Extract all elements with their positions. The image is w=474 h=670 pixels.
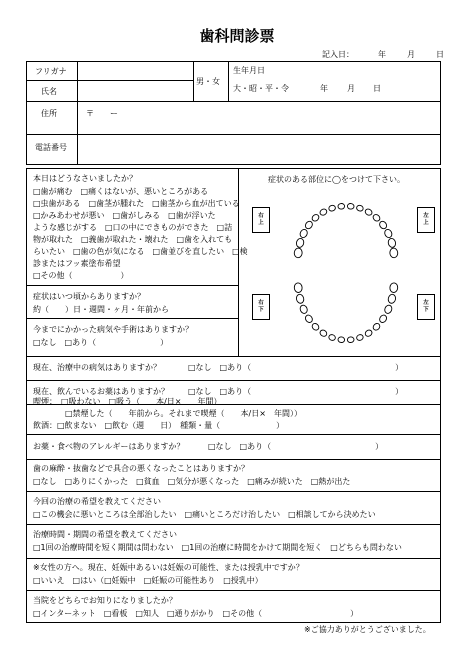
medication-question: 現在、飲んでいるお薬はありますか？	[33, 387, 169, 396]
tooth-icon[interactable]	[389, 248, 398, 258]
footer-thanks: ※ご協力ありがとうございました。	[304, 625, 431, 634]
symptoms-line[interactable]: らいたい □歯の色が気になる □歯並びを直したい □検	[33, 247, 248, 256]
tooth-icon[interactable]	[311, 213, 320, 222]
symptoms-line[interactable]: 診またはフッ素塗布希望	[33, 259, 121, 268]
quadrant-upper-left[interactable]: 左 上	[417, 207, 435, 233]
dob-month-unit: 月	[347, 84, 355, 93]
quadrant-upper-right[interactable]: 右 上	[252, 207, 270, 233]
symptoms-line[interactable]: □虫歯がある □歯茎が腫れた □歯茎から血が出ている	[33, 199, 240, 208]
treatment-wish-answer[interactable]: □この機会に悪いところは全部治したい □痛いところだけ治したい □相談してから決めたい	[33, 510, 376, 519]
quadrant-lower-left[interactable]: 左 下	[417, 294, 435, 320]
tooth-icon[interactable]	[364, 208, 373, 217]
page-title: 歯科問診票	[199, 27, 275, 45]
tooth-icon[interactable]	[372, 322, 381, 331]
tooth-icon[interactable]	[304, 314, 314, 324]
allergy-question: お薬・食べ物のアレルギーはありますか？	[33, 442, 185, 451]
past-illness-answer[interactable]: □なし □あり（ ）	[33, 338, 169, 347]
referral-answer[interactable]: □インターネット □看板 □知人 □通りがかり □その他（ ）	[33, 609, 359, 618]
tooth-icon[interactable]	[319, 329, 328, 338]
women-question: ※女性の方へ。現在、妊娠中あるいは妊娠の可能性、または授乳中ですか？	[33, 563, 304, 572]
phone-field[interactable]	[78, 136, 440, 164]
treatment-wish-question: 今回の治療の希望を教えてください	[33, 497, 161, 506]
tooth-icon[interactable]	[383, 304, 393, 314]
symptoms-line[interactable]: □歯が痛む □痛くはないが、悪いところがある	[33, 187, 209, 196]
tooth-icon[interactable]	[328, 205, 336, 212]
tooth-icon[interactable]	[294, 248, 303, 258]
allergy-answer[interactable]: □なし □あり（ ）	[208, 442, 384, 451]
tooth-icon[interactable]	[328, 334, 336, 342]
quit-smoking-line[interactable]: □禁煙した（ 年前から。それまで喫煙（ 本/日× 年間））	[33, 409, 302, 418]
chart-divider	[238, 168, 239, 356]
tooth-icon[interactable]	[299, 228, 309, 239]
tooth-icon[interactable]	[338, 203, 345, 209]
referral-question: 当院をどちらでお知りになりましたか？	[33, 596, 177, 605]
symptoms-line[interactable]: □その他（ ）	[33, 271, 129, 280]
date-day-unit: 日	[436, 50, 444, 59]
tooth-icon[interactable]	[383, 228, 393, 239]
anesthesia-question: 歯の麻酔・抜歯などで具合の悪くなったことはありますか？	[33, 464, 249, 473]
tooth-icon[interactable]	[347, 203, 354, 209]
dob-day-unit: 日	[373, 84, 381, 93]
symptoms-line[interactable]: ような感じがする □口の中にできものができた □詰	[33, 223, 233, 232]
symptoms-question: 本日はどうなさいましたか？	[33, 174, 137, 183]
furigana-label: フリガナ	[35, 67, 67, 76]
tooth-icon[interactable]	[356, 334, 364, 342]
tooth-icon[interactable]	[294, 283, 303, 293]
phone-label: 電話番号	[35, 143, 67, 152]
tooth-icon[interactable]	[387, 238, 396, 249]
tooth-icon[interactable]	[347, 337, 354, 343]
onset-answer[interactable]: 約（ ）日・週間・ヶ月・年前から	[33, 305, 169, 314]
smoking-line[interactable]: 喫煙： □吸わない □吸う（ 本/日× 年間）	[33, 397, 222, 406]
symptoms-line[interactable]: 物が取れた □義歯が取れた・壊れた □歯を入れても	[33, 235, 233, 244]
anesthesia-answer[interactable]: □なし □ありにくかった □貧血 □気分が悪くなった □痛みが続いた □熱が出た	[33, 477, 351, 486]
time-wish-answer[interactable]: □1回の治療時間を短く期間は問わない □1回の治療に時間をかけて期間を短く □どちらも問わない	[33, 543, 402, 552]
date-year-unit: 年	[378, 50, 386, 59]
dob-eras[interactable]: 大・昭・平・令	[233, 84, 289, 93]
medication-answer[interactable]: □なし □あり（ ）	[188, 387, 404, 396]
quadrant-lower-right[interactable]: 右 下	[252, 294, 270, 320]
tooth-icon[interactable]	[356, 205, 364, 212]
postal-code-field[interactable]: 〒 ー	[86, 109, 118, 118]
furigana-field[interactable]	[78, 62, 192, 79]
dob-label: 生年月日	[233, 66, 265, 75]
tooth-icon[interactable]	[338, 337, 345, 343]
onset-question: 症状はいつ頃からありますか？	[33, 292, 145, 301]
tooth-icon[interactable]	[299, 304, 309, 314]
address-label: 住所	[41, 109, 57, 118]
women-answer[interactable]: □いいえ □はい（□妊娠中 □妊娠の可能性あり □授乳中）	[33, 576, 263, 585]
tooth-icon[interactable]	[296, 294, 305, 304]
tooth-icon[interactable]	[378, 314, 388, 324]
name-label: 氏名	[41, 87, 57, 96]
tooth-icon[interactable]	[304, 220, 314, 230]
past-illness-question: 今までにかかった病気や手術はありますか？	[33, 325, 193, 334]
tooth-icon[interactable]	[387, 294, 396, 304]
tooth-icon[interactable]	[364, 329, 373, 338]
tooth-icon[interactable]	[372, 213, 381, 222]
current-treatment-question: 現在、治療中の病気はありますか？	[33, 363, 161, 372]
tooth-icon[interactable]	[311, 322, 320, 331]
gender-options[interactable]: 男・女	[196, 77, 220, 86]
dob-year-unit: 年	[320, 84, 328, 93]
symptoms-line[interactable]: □かみあわせが悪い □歯がしみる □歯が浮いた	[33, 211, 216, 220]
name-field[interactable]	[78, 81, 192, 100]
date-label: 記入日：	[322, 50, 354, 59]
tooth-icon[interactable]	[295, 238, 304, 249]
tooth-icon[interactable]	[319, 208, 328, 217]
current-treatment-answer[interactable]: □なし □あり（ ）	[188, 363, 404, 372]
tooth-icon[interactable]	[378, 220, 388, 230]
dental-arch-diagram[interactable]	[278, 188, 414, 352]
chart-heading: 症状のある部位に◯をつけて下さい。	[268, 175, 405, 184]
drinking-line[interactable]: 飲酒：□飲まない □飲む（週 日） 種類・量（ ）	[33, 421, 285, 430]
date-month-unit: 月	[407, 50, 415, 59]
tooth-icon[interactable]	[390, 283, 399, 293]
time-wish-question: 治療時間・期間の希望を教えてください	[33, 530, 177, 539]
